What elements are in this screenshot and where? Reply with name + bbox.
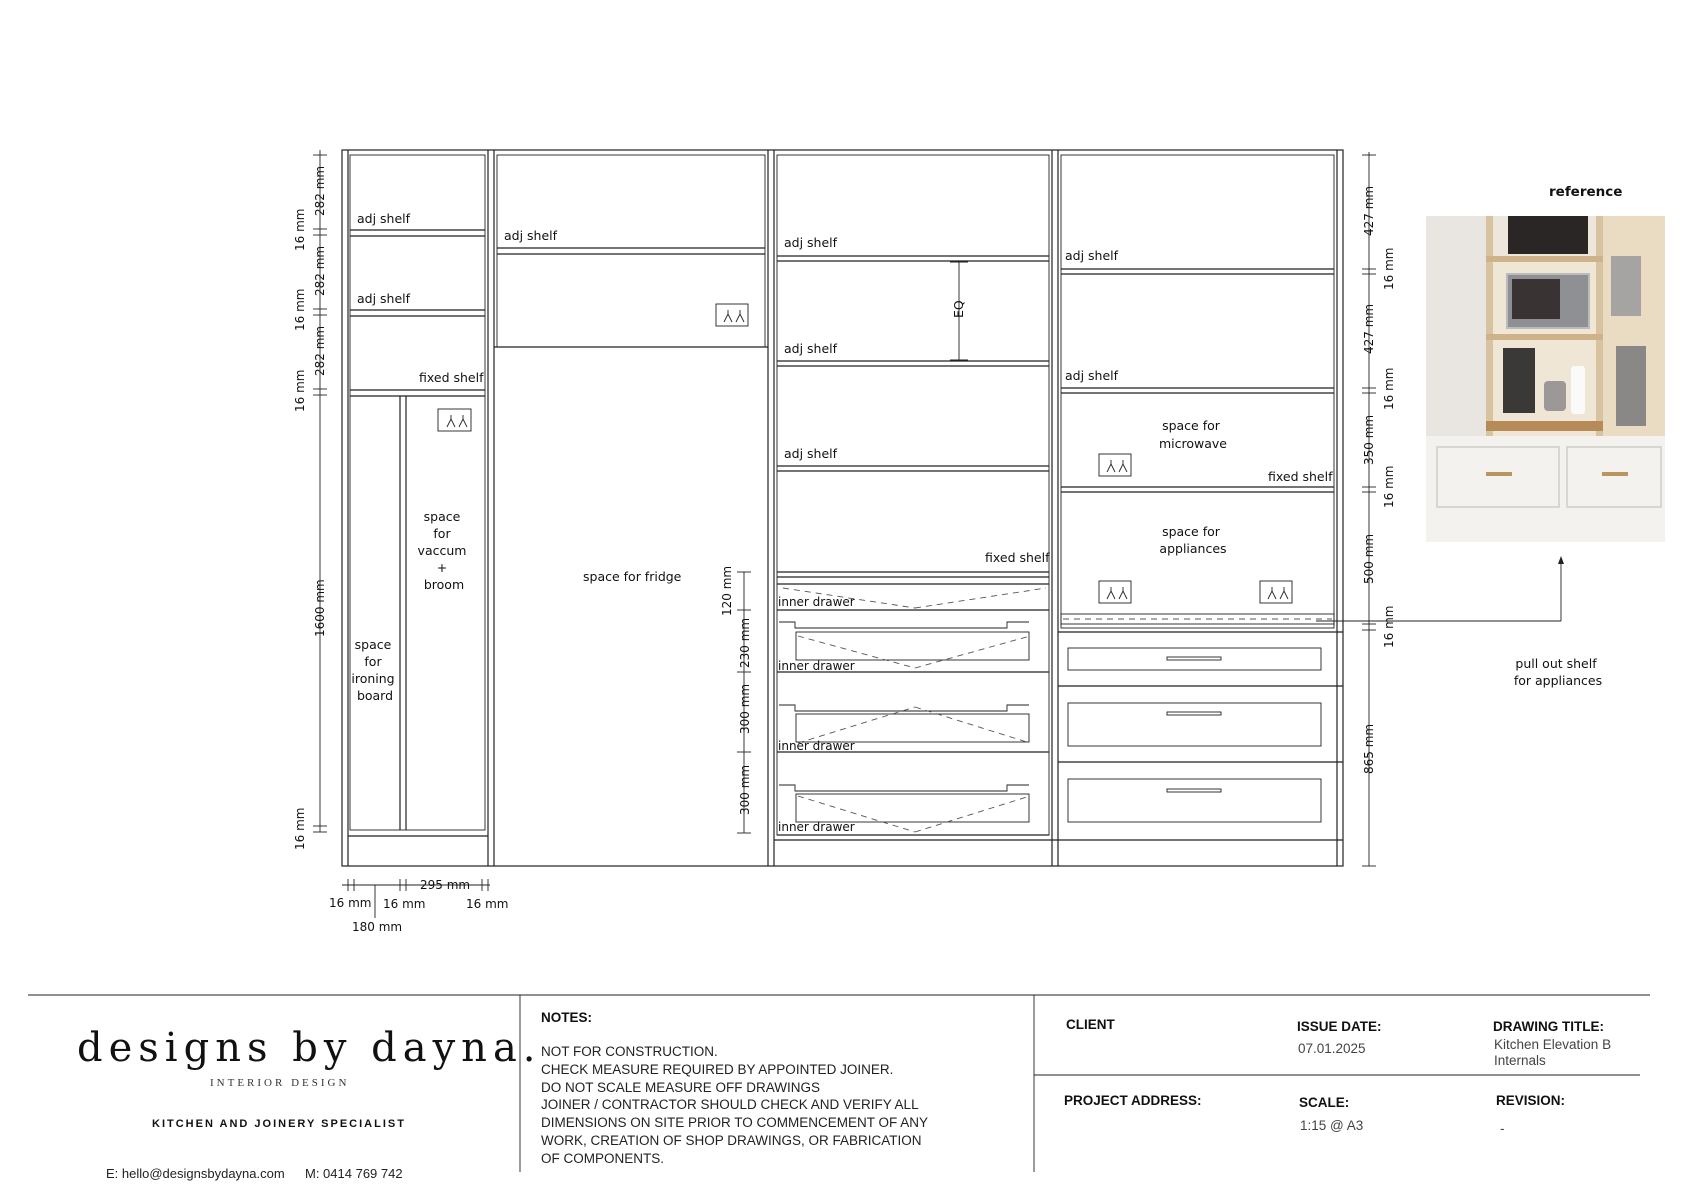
notes-list: NOT FOR CONSTRUCTION. CHECK MEASURE REQUIRED BY APPOINTED JOINER. DO NOT SCALE MEASURE OFF DRAWINGS JOINER / CONTRACTOR SHOULD CHECK AND VERIFY ALL DIMENSIONS ON SITE PRIOR TO COMMENCEMENT OF ANY WORK, CREATION OF SHOP DRAWINGS, OR FABRICATION OF COMPONENTS. [541,1044,929,1166]
adj-shelf-label: adj shelf [784,341,838,356]
svg-text:16 mm: 16 mm [293,369,307,412]
svg-text:16 mm: 16 mm [1382,605,1396,648]
power-outlet-icon [438,409,471,431]
svg-text:300 mm: 300 mm [738,764,752,815]
cabinet-carcass [342,150,1343,866]
bottom-dimensions [329,878,508,934]
issue-date-value: 07.01.2025 [1298,1041,1366,1056]
svg-text:282 mm: 282 mm [313,245,327,296]
logo-subtitle: INTERIOR DESIGN [210,1077,350,1089]
contact-email[interactable]: E: hello@designsbydayna.com [106,1166,285,1181]
right-dimensions [1362,152,1396,866]
svg-text:1600 mm: 1600 mm [313,579,327,637]
adj-shelf-label: adj shelf [784,235,838,250]
revision-label: REVISION: [1496,1093,1566,1108]
fixed-shelf-label: fixed shelf [1268,469,1333,484]
cabinet-column-1 [348,155,488,836]
adj-shelf-label: adj shelf [504,228,558,243]
svg-text:300 mm: 300 mm [738,683,752,734]
drawer-handle [1167,657,1221,660]
fixed-shelf-label: fixed shelf [985,550,1050,565]
revision-value: - [1500,1121,1505,1136]
cabinet-column-2 [494,155,768,584]
svg-text:16 mm: 16 mm [293,288,307,331]
left-dimensions [293,150,327,850]
drawer-handle [1167,789,1221,792]
svg-text:500 mm: 500 mm [1362,533,1376,584]
vacuum-space-label: space for vaccum + broom [417,509,467,592]
drawer-front [1068,703,1321,746]
svg-text:16 mm: 16 mm [383,897,426,911]
inner-drawer-label: inner drawer [778,820,855,834]
microwave-space-label: space for microwave [1158,418,1228,451]
reference-photo [1426,216,1665,542]
company-logo: designs by dayna. [77,1025,542,1071]
adj-shelf-label: adj shelf [357,211,411,226]
svg-text:282 mm: 282 mm [313,165,327,216]
contact-phone[interactable]: M: 0414 769 742 [305,1166,403,1181]
project-address-label: PROJECT ADDRESS: [1064,1093,1202,1108]
power-outlet-icon [1260,581,1292,603]
power-outlet-icon [716,304,748,326]
drawer-dimensions [720,566,752,833]
svg-text:16 mm: 16 mm [466,897,509,911]
scale-value: 1:15 @ A3 [1300,1118,1364,1133]
drawing-title-value: Kitchen Elevation B Internals [1494,1037,1612,1068]
svg-text:16 mm: 16 mm [293,807,307,850]
adj-shelf-label: adj shelf [1065,248,1119,263]
fridge-space-label: space for fridge [583,569,682,584]
svg-text:120 mm: 120 mm [720,565,734,616]
inner-drawer-label: inner drawer [778,595,855,609]
pull-out-shelf-label: pull out shelf for appliances [1513,656,1603,688]
svg-text:427 mm: 427 mm [1362,303,1376,354]
cabinet-column-4 [1058,155,1343,822]
scale-label: SCALE: [1299,1095,1350,1110]
power-outlet-icon [1099,581,1131,603]
reference-label: reference [1549,184,1623,200]
adj-shelf-label: adj shelf [784,446,838,461]
svg-text:295 mm: 295 mm [420,878,471,892]
company-tagline: KITCHEN AND JOINERY SPECIALIST [152,1118,406,1130]
svg-text:16 mm: 16 mm [1382,367,1396,410]
ironing-board-label: space for ironing board [351,637,395,703]
inner-drawer-label: inner drawer [778,659,855,673]
drawer-front [1068,779,1321,822]
svg-text:16 mm: 16 mm [293,208,307,251]
svg-text:427 mm: 427 mm [1362,185,1376,236]
eq-label: EQ [951,300,966,318]
drawer-handle [1167,712,1221,715]
drawer-front [1068,648,1321,670]
issue-date-label: ISSUE DATE: [1297,1019,1382,1034]
svg-text:865 mm: 865 mm [1362,723,1376,774]
svg-text:16 mm: 16 mm [1382,465,1396,508]
svg-text:16 mm: 16 mm [1382,247,1396,290]
client-label: CLIENT [1066,1017,1115,1032]
svg-text:282 mm: 282 mm [313,325,327,376]
adj-shelf-label: adj shelf [357,291,411,306]
notes-label: NOTES: [541,1010,593,1025]
fixed-shelf-label: fixed shelf [419,370,484,385]
svg-text:350 mm: 350 mm [1362,414,1376,465]
adj-shelf-label: adj shelf [1065,368,1119,383]
drawing-title-label: DRAWING TITLE: [1493,1019,1604,1034]
inner-drawer-label: inner drawer [778,739,855,753]
svg-text:230 mm: 230 mm [738,617,752,668]
power-outlet-icon [1099,454,1131,476]
appliances-space-label: space for appliances [1159,524,1227,556]
svg-text:180 mm: 180 mm [352,920,403,934]
svg-text:16 mm: 16 mm [329,896,372,910]
